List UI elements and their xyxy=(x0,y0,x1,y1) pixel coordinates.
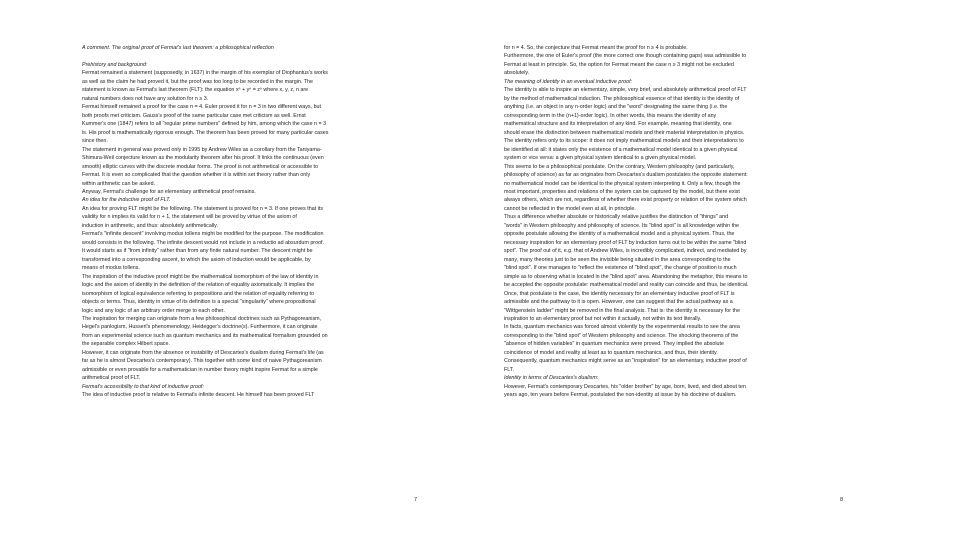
text-line: Furthermore, the one of Euler's proof (the more correct one though containing gaps) was admissible to xyxy=(504,53,747,60)
text-line: transformed into a corresponding ascent, to which the axiom of induction would be applicable, by xyxy=(82,256,311,263)
text-line: "Wittgenstein ladder" might be removed in the final analysis. That is: the identity is necessary for the xyxy=(504,307,740,314)
text-line: years ago, ten years before Fermat, postulated the non-identity at issue by his doctrine of dualism. xyxy=(504,392,737,399)
text-line: for n = 4. So, the conjecture that Fermat meant the proof for n ≥ 4 is probable. xyxy=(504,45,688,51)
text-line: philosophy of science) as far as originates from Descartes's dualism postulates the opposite statement: xyxy=(504,172,748,179)
text-line: anything (i.e. an object in any n-order logic) and the "word" designating the same thing (i.e. the xyxy=(504,104,728,111)
text-line: means of modus tollens. xyxy=(82,265,140,272)
text-line: Kummer's one (1847) refers to all "regular prime numbers" defined by him, among which the case n = 3 xyxy=(82,121,327,128)
text-line: always others, which are not, regardless of whether there exist property or relation of the system which xyxy=(504,197,747,204)
text-line: should erase the distinction between mathematical models and their material interpretation in physics. xyxy=(504,129,745,136)
text-line: The statement in general was proved only in 1995 by Andrew Wiles as a corollary from the Taniyama- xyxy=(82,146,322,153)
section-heading: Identity in terms of Descartes's dualism: xyxy=(504,375,599,382)
text-line: by the method of mathematical induction. The philosophical essence of that identity is the identity of xyxy=(504,95,740,102)
left-page-number: 7 xyxy=(414,497,418,503)
text-line: However, Fermat's contemporary Descartes, his "older brother" by age, born, lived, and died about ten xyxy=(504,383,746,390)
text-line: statement is known as Fermat's last theorem (FLT): the equation xⁿ + yⁿ = zⁿ where x, y, z, n are xyxy=(82,87,309,94)
text-line: smooth) elliptic curves with the discrete modular forms. The proof is not arithmetical or accessible to xyxy=(82,163,319,170)
text-line: would consists in the following. The infinite descent would not include in a reductio ad absurdum proof. xyxy=(82,239,324,246)
text-line: inspiration to an elementary proof but not within it actually, not within its text literally. xyxy=(504,316,702,322)
text-line: be identified at all: it states only the existence of a mathematical model identical to a given physical xyxy=(504,146,738,153)
text-line: The identity is able to inspire an elementary, simple, very brief, and absolutely arithmetical proof of FLT xyxy=(504,87,747,94)
text-line: FLT. xyxy=(504,366,514,373)
text-line: since then. xyxy=(82,138,108,145)
text-line: absolutely. xyxy=(504,70,530,77)
text-line: Fermat. It is even so complicated that the question whether it is within set theory rather than only xyxy=(82,172,311,179)
section-heading: Fermat's accessibility to that kind of inductive proof: xyxy=(82,383,204,390)
text-line: corresponding to the "blind spot" of Western philosophy and science. The shocking theorems of the xyxy=(504,332,739,339)
text-line: Consequently, quantum mechanics might serve as an "inspiration" for an elementary, inductive proof of xyxy=(504,358,747,365)
text-line: Anyway, Fermat's challenge for an elementary arithmetical proof remains. xyxy=(82,188,256,195)
text-line: opposite postulate allowing the identity of a mathematical model and a physical system. Thus, the xyxy=(504,231,735,238)
text-line: Thus a difference whether absolute or historically relative justifies the distinction of "things" and xyxy=(504,214,729,221)
text-line: "absence of hidden variables" in quantum mechanics were proved. They implied the absolute xyxy=(504,341,724,348)
text-line: Fermat himself remained a proof for the case n = 4. Euler proved it for n = 3 in two different ways, but xyxy=(82,104,322,111)
text-line: Hegel's panlogism, Husserl's phenomenology, Heidegger's doctrine(s). Furthermore, it can originate xyxy=(82,324,318,331)
text-line: system or vice versa: a given physical system identical to a given physical model. xyxy=(504,155,697,162)
text-line: both proofs met criticism. Gauss's proof of the same particular case met criticism as well. Ernst xyxy=(82,112,306,119)
text-line: the separable complex Hilbert space. xyxy=(82,341,170,348)
text-line: The inspiration for merging can originate from a few philosophical doctrines such as Pythagoreanism, xyxy=(82,316,322,322)
text-line: coincidence of model and reality at least as to quantum mechanics, and thus, their identity. xyxy=(504,349,718,356)
text-line: It would starts as if "from infinity" rather than from any finite natural number. The descent might be xyxy=(82,248,313,255)
text-line: is. His proof is mathematically rigorous enough. The theorem has been proved for many particular cases xyxy=(82,129,329,136)
text-line: Once, that postulate is the case, the identity necessary for an elementary inductive proof of FLT is xyxy=(504,290,735,297)
right-page-number: 8 xyxy=(840,497,844,503)
left-page xyxy=(82,44,419,518)
text-line: In facts, quantum mechanics was forced almost violently by the experimental results to see the area xyxy=(504,324,740,331)
text-line: spot". The proof out of it, e.g. that of Andrew Wiles, is incredibly complicated, indirect, and mediated by xyxy=(504,248,747,255)
text-line: Fermat's "infinite descent" involving modus tollens might be modified for the purpose. The modification xyxy=(82,231,324,238)
section-heading: An idea for the inductive proof of FLT. xyxy=(82,197,171,204)
section-heading: The meaning of identity in an eventual inductive proof: xyxy=(504,78,633,85)
text-line: An idea for proving FLT might be the following. The statement is proved for n = 3. If one proves that its xyxy=(82,205,324,212)
text-line: natural numbers does not have any solution for n ≥ 3. xyxy=(82,95,209,102)
text-line: objects or terms. Thus, identity in virtue of its definition is a special "singularity" where propositional xyxy=(82,299,316,306)
text-line: "words" in Western philosophy and philosophy of science. Its "blind spot" is all knowledge within the xyxy=(504,222,740,229)
text-line: validity for n implies its valid for n + 1, the statement will be proved by virtue of the axiom of xyxy=(82,214,297,221)
text-line: The idea of inductive proof is relative to Fermat's infinite descent. He himself has been proved FLT xyxy=(82,392,315,399)
text-line: Fermat at least in principle. So, the option for Fermat meant the case n ≥ 3 might not be excluded xyxy=(504,61,734,68)
text-line: arithmetical proof of FLT. xyxy=(82,375,141,382)
right-page xyxy=(504,44,844,518)
text-line: necessary inspiration for an elementary proof of FLT by induction turns out to be within the same "blind xyxy=(504,239,747,246)
text-line: induction in arithmetic, and thus: absolutely arithmetically. xyxy=(82,222,218,229)
text-line: within arithmetic can be asked. xyxy=(82,180,156,187)
blank-line xyxy=(82,52,419,60)
text-line: simple as to observing what is located in the "blind spot" area. Abandoning the metaphor, this means to xyxy=(504,273,748,280)
text-line: "blind spot". If one manages to "reflect the existence of "blind spot", the change of position is much xyxy=(504,265,737,272)
text-line: admissible and the pathway to it is open. However, one can suggest that the actual pathway as a xyxy=(504,299,733,306)
text-line: However, it can originate from the absence or instability of Descartes's dualism during Fermat's life (as xyxy=(82,349,324,356)
text-line: no mathematical model can be identical to the physical system interpreting it. Only a few, though the xyxy=(504,180,741,187)
text-line: as well as the claim he had proved it, but the proof was too long to be recorded in the margin. The xyxy=(82,78,314,85)
text-line: from an experimental science such as quantum mechanics and its mathematical formalism grounded on xyxy=(82,332,328,339)
text-line: mathematical structure and its interpretation of any kind. For example, meaning that identity, one xyxy=(504,121,732,128)
text-line: corresponding term in the (n+1)-order logic). In other words, this means the identity of any xyxy=(504,112,717,119)
text-line: This seems to be a philosophical postulate. On the contrary, Western philosophy (and particularly, xyxy=(504,163,735,170)
text-line: admissible or even provable for a mathematician in number theory might inspire Fermat for a simple xyxy=(82,366,318,373)
text-line: be accepted the opposite postulate: mathematical model and reality can coincide and thus, be identical. xyxy=(504,282,749,289)
text-line: The identity refers only to its scope: it does not imply mathematical models and their interpretations to xyxy=(504,138,744,145)
text-line: Shimura-Weil conjecture known as the modularity theorem after his proof. It links the continuous (even xyxy=(82,155,324,162)
text-line: cannot be reflected in the model even at all, in principle. xyxy=(504,205,636,212)
text-line: far as he is almost Descartes's contemporary). This together with some kind of naive Pythagoreanism xyxy=(82,358,322,365)
text-line: isomorphism of logical equivalence referring to propositions and the relation of equality referring to xyxy=(82,290,314,297)
text-line: The inspiration of the inductive proof might be the mathematical isomorphism of the law of identity in xyxy=(82,273,319,280)
text-line: Fermat remained a statement (supposedly, in 1637) in the margin of his exemplar of Diophantus's works xyxy=(82,70,328,77)
text-line: most important, properties and relations of the system can be captured by the model, but there exist xyxy=(504,188,740,195)
text-line: logic and the axiom of identity in the definition of the relation of equality axiomatically. It implies the xyxy=(82,282,315,289)
text-line: many, many theories just to be seen the invisible being situated in the area corresponding to the xyxy=(504,256,731,263)
section-heading: Prehistory and background: xyxy=(82,61,148,68)
text-line: logic and any logic of an arbitrary order merge to each other. xyxy=(82,307,225,314)
document-title: A comment. The original proof of Fermat's last theorem: a philosophical reflection xyxy=(82,45,274,51)
